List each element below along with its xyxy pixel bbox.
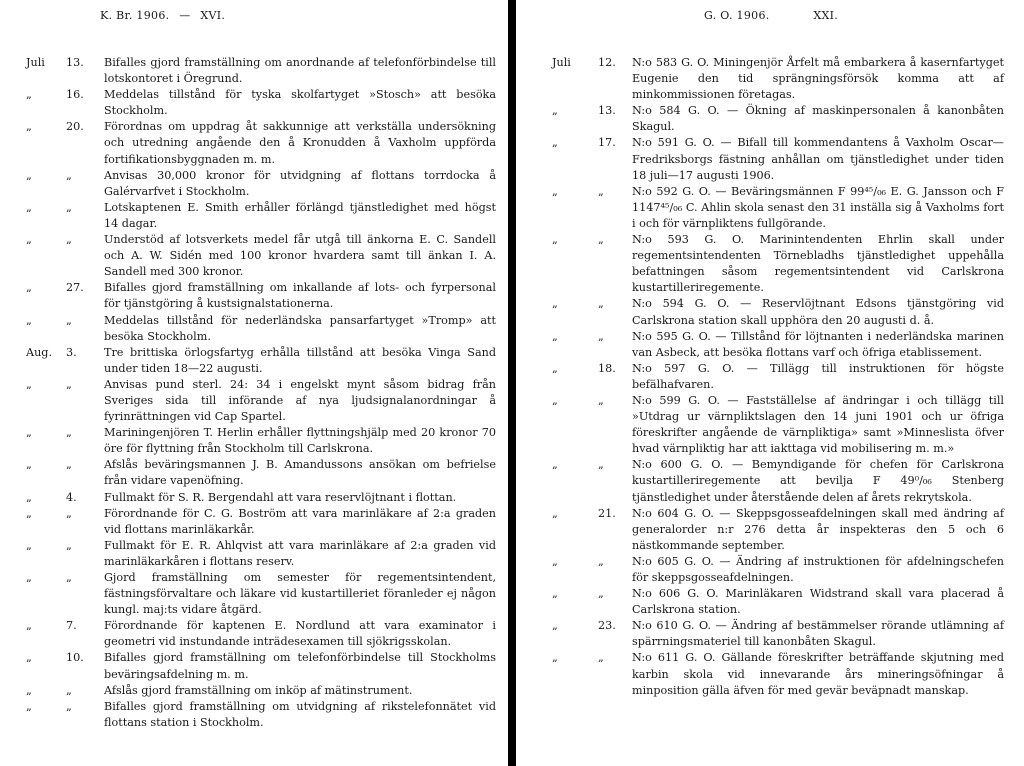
entry-month: „ [552, 393, 558, 407]
list-item [26, 538, 496, 570]
list-item [552, 232, 1004, 296]
entry-month: „ [26, 683, 32, 697]
list-item [552, 393, 1004, 457]
entry-month: „ [552, 136, 558, 150]
entry-month: Aug. [26, 345, 53, 359]
entry-day: „ [66, 426, 72, 440]
entry-day: „ [66, 200, 72, 214]
entry-text: N:o 599 G. O. — Fastställelse af ändringar i och tillägg till »Utdrag ur värnpliktslagen den 14 juni 1901 och ur öfriga föreskrifter angående de värnpliktiga» samt »Minneslista öfver hvad värnpliktig har att iakttaga vid mobilisering m. m.» [632, 393, 1004, 456]
entry-month: „ [552, 361, 558, 375]
entry-text: N:o 584 G. O. — Ökning af maskinpersonalen å kanonbåten Skagul. [632, 104, 1004, 134]
right-page-header [704, 9, 838, 22]
entry-day: „ [66, 699, 72, 713]
entry-day: „ [66, 458, 72, 472]
entry-day: 23. [598, 619, 616, 633]
entry-text: Anvisas 30,000 kronor för utvidgning af flottans torrdocka å Galérvarfvet i Stockholm. [104, 168, 496, 198]
entry-month: „ [26, 490, 32, 504]
entry-month: „ [552, 554, 558, 568]
entry-text: Förordnande för C. G. Boström att vara marinläkare af 2:a graden vid flottans marinläkarkår. [104, 506, 496, 536]
entry-day: „ [66, 683, 72, 697]
entry-text: N:o 592 G. O. — Beväringsmännen F 99⁴⁵/₀₆ E. G. Jansson och F 1147⁴⁵/₀₆ C. Ahlin skola senast den 31 inställa sig å Vaxholms fort i och för värnpliktens fullgörande. [632, 184, 1004, 230]
entry-month: „ [26, 651, 32, 665]
right-entries-list [552, 55, 1004, 699]
entry-month: „ [552, 619, 558, 633]
entry-month: Juli [26, 56, 45, 69]
entry-month: Juli [552, 56, 571, 69]
list-item [26, 570, 496, 618]
entry-day: „ [66, 571, 72, 584]
list-item [26, 313, 496, 345]
entry-day: „ [66, 313, 72, 327]
entry-text: Lotskaptenen E. Smith erhåller förlängd tjänstledighet med högst 14 dagar. [104, 200, 496, 230]
list-item [552, 135, 1004, 183]
entry-day: 17. [598, 136, 616, 150]
entry-text: Fullmakt för S. R. Bergendahl att vara reservlöjtnant i flottan. [104, 490, 457, 504]
entry-month: „ [26, 233, 32, 247]
list-item [26, 345, 496, 377]
entry-day: 21. [598, 506, 616, 520]
page-gutter [508, 0, 516, 766]
entry-day: 18. [598, 361, 616, 375]
entry-day: 13. [66, 56, 84, 69]
entry-month: „ [26, 88, 32, 102]
list-item [26, 55, 496, 87]
entry-text: N:o 610 G. O. — Ändring af bestämmelser rörande utlämning af spärrningsmateriel till kanonbåten Skagul. [632, 619, 1004, 649]
list-item [552, 184, 1004, 232]
entry-text: Anvisas pund sterl. 24: 34 i engelskt mynt såsom bidrag från Sveriges sida till införande af nya ljudsignalanordningar å fyrinrättningen vid Cap Spartel. [104, 377, 496, 424]
entry-text: Afslås gjord framställning om inköp af mätinstrument. [104, 683, 413, 697]
entry-text: Bifalles gjord framställning om telefonförbindelse till Stockholms beväringsafdelning m. m. [104, 651, 496, 681]
list-item [26, 699, 496, 731]
entry-text: N:o 605 G. O. — Ändring af instruktionen för afdelningschefen för skeppsgosseafdelningen. [632, 554, 1004, 584]
entry-text: N:o 583 G. O. Miningenjör Årfelt må embarkera å kasernfartyget Eugenie den tid sprängningsförsök komma att af minkommissionen företagas. [632, 56, 1004, 102]
entry-month: „ [26, 200, 32, 214]
entry-day: „ [598, 587, 604, 601]
list-item [26, 168, 496, 200]
entry-day: „ [66, 377, 72, 391]
entry-month: „ [26, 506, 32, 520]
list-item [552, 618, 1004, 650]
entry-text: N:o 611 G. O. Gällande föreskrifter beträffande skjutning med karbin skola vid innevarande års mineringsöfningar å minposition gälla äfven för med gevär beväpnadt manskap. [632, 651, 1004, 697]
entry-text: Bifalles gjord framställning om inkallande af lots- och fyrpersonal för tjänstgöring å kustsignalstationerna. [104, 281, 496, 311]
entry-day: 16. [66, 88, 84, 102]
list-item [552, 361, 1004, 393]
entry-day: „ [66, 168, 72, 182]
left-page [0, 0, 508, 766]
entry-month: „ [26, 619, 32, 633]
entry-month: „ [552, 297, 558, 311]
entry-day: 13. [598, 104, 616, 118]
list-item [26, 457, 496, 489]
entry-text: Meddelas tillstånd för nederländska pansarfartyget »Tromp» att besöka Stockholm. [104, 313, 496, 343]
entry-month: „ [552, 184, 558, 198]
entry-month: „ [26, 571, 32, 584]
entry-day: „ [66, 506, 72, 520]
entry-day: „ [598, 651, 604, 665]
left-header-section: XVI. [200, 9, 226, 22]
entry-text: Bifalles gjord framställning om anordnande af telefonförbindelse till lotskontoret i Öregrund. [104, 56, 496, 86]
list-item [26, 377, 496, 425]
entry-day: 20. [66, 120, 84, 134]
entry-text: Tre brittiska örlogsfartyg erhålla tillstånd att besöka Vinga Sand under tiden 18—22 augusti. [104, 345, 496, 375]
entry-text: N:o 595 G. O. — Tillstånd för löjtnanten i nederländska marinen van Asbeck, att besöka flottans varf och öfriga etablissement. [632, 329, 1004, 359]
entry-day: 27. [66, 281, 84, 295]
entry-text: Mariningenjören T. Herlin erhåller flyttningshjälp med 20 kronor 70 öre för flyttning från Stockholm till Carlskrona. [104, 426, 496, 456]
entry-day: „ [598, 554, 604, 568]
entry-day: „ [66, 538, 72, 552]
entry-month: „ [26, 168, 32, 182]
entry-month: „ [26, 281, 32, 295]
entry-text: N:o 604 G. O. — Skeppsgosseafdelningen skall med ändring af generalorder n:r 276 detta år inspekteras den 5 och 6 nästkommande september. [632, 506, 1004, 552]
entry-month: „ [26, 426, 32, 440]
list-item [26, 200, 496, 232]
entry-month: „ [552, 329, 558, 343]
list-item [552, 506, 1004, 554]
entry-day: „ [598, 393, 604, 407]
entry-day: „ [598, 329, 604, 343]
entry-month: „ [552, 506, 558, 520]
entry-day: 7. [66, 619, 77, 633]
entry-text: N:o 593 G. O. Marinintendenten Ehrlin skall under regementsintendenten Törnebladhs tjänstledighet uppehålla befattningen såsom regementsintendent vid Carlskrona kustartilleriregemente. [632, 233, 1004, 295]
entry-month: „ [552, 651, 558, 665]
list-item [26, 232, 496, 280]
list-item [552, 329, 1004, 361]
entry-day: 12. [598, 56, 616, 69]
entry-month: „ [26, 313, 32, 327]
list-item [552, 103, 1004, 135]
left-page-header [100, 9, 225, 22]
entry-month: „ [552, 587, 558, 601]
entry-month: „ [26, 699, 32, 713]
list-item [26, 683, 496, 699]
list-item [552, 650, 1004, 698]
entry-text: N:o 600 G. O. — Bemyndigande för chefen för Carlskrona kustartilleriregemente att bevilja F 49⁰/₀₆ Stenberg tjänstledighet under återstående delen af årets rekrytskola. [632, 458, 1004, 504]
entry-text: N:o 606 G. O. Marinläkaren Widstrand skall vara placerad å Carlskrona station. [632, 587, 1004, 617]
entry-month: „ [26, 538, 32, 552]
list-item [26, 425, 496, 457]
entry-month: „ [552, 233, 558, 247]
list-item [26, 280, 496, 312]
right-header-source: G. O. 1906. [704, 9, 770, 22]
list-item [26, 650, 496, 682]
list-item [26, 119, 496, 167]
entry-text: N:o 597 G. O. — Tillägg till instruktionen för högste befälhafvaren. [632, 361, 1004, 391]
entry-text: Afslås beväringsmannen J. B. Amandussons ansökan om befrielse från vidare vapenöfning. [104, 458, 496, 488]
entry-day: „ [598, 297, 604, 311]
entry-day: 3. [66, 345, 77, 359]
left-header-dash: — [179, 9, 191, 22]
entry-text: N:o 594 G. O. — Reservlöjtnant Edsons tjänstgöring vid Carlskrona station skall upphöra den 20 augusti d. å. [632, 297, 1004, 327]
entry-month: „ [26, 120, 32, 134]
list-item [552, 554, 1004, 586]
entry-day: „ [598, 458, 604, 472]
entry-text: Gjord framställning om semester för regementsintendent, fästningsförvaltare och läkare vid kustartilleriet föranleder ej någon kungl. maj:ts vidare åtgärd. [104, 571, 496, 617]
entry-text: N:o 591 G. O. — Bifall till kommendantens å Vaxholm Oscar—Fredriksborgs fästning anhållan om tjänstledighet under tiden 18 juli—17 augusti 1906. [632, 136, 1004, 182]
entry-day: 10. [66, 651, 84, 665]
entry-text: Förordnas om uppdrag åt sakkunnige att verkställa undersökning och utredning angående den å Kronudden å Vaxholm uppförda fortifikationsbyggnaden m. m. [104, 120, 496, 166]
list-item [552, 296, 1004, 328]
entry-text: Förordnande för kaptenen E. Nordlund att vara examinator i geometri vid instundande inträdesexamen till sjökrigsskolan. [104, 619, 496, 649]
right-header-section: XXI. [813, 9, 839, 22]
entry-month: „ [26, 377, 32, 391]
list-item [26, 490, 496, 506]
entry-text: Meddelas tillstånd för tyska skolfartyget »Stosch» att besöka Stockholm. [104, 88, 496, 118]
list-item [26, 618, 496, 650]
list-item [552, 586, 1004, 618]
left-header-source: K. Br. 1906. [100, 9, 170, 22]
entry-text: Bifalles gjord framställning om utvidgning af rikstelefonnätet vid flottans station i Stockholm. [104, 699, 496, 729]
entry-month: „ [552, 458, 558, 472]
list-item [552, 55, 1004, 103]
list-item [26, 87, 496, 119]
right-page [516, 0, 1024, 766]
entry-day: „ [598, 233, 604, 247]
entry-text: Understöd af lotsverkets medel får utgå till änkorna E. C. Sandell och A. W. Sidén med 100 kronor hvardera samt till änkan I. A. Sandell med 300 kronor. [104, 233, 496, 279]
left-entries-list [26, 55, 496, 731]
entry-month: „ [26, 458, 32, 472]
entry-day: „ [598, 184, 604, 198]
entry-text: Fullmakt för E. R. Ahlqvist att vara marinläkare af 2:a graden vid marinläkarkåren i flottans reserv. [104, 538, 496, 568]
entry-day: „ [66, 233, 72, 247]
entry-month: „ [552, 104, 558, 118]
list-item [26, 506, 496, 538]
entry-day: 4. [66, 490, 77, 504]
list-item [552, 457, 1004, 505]
